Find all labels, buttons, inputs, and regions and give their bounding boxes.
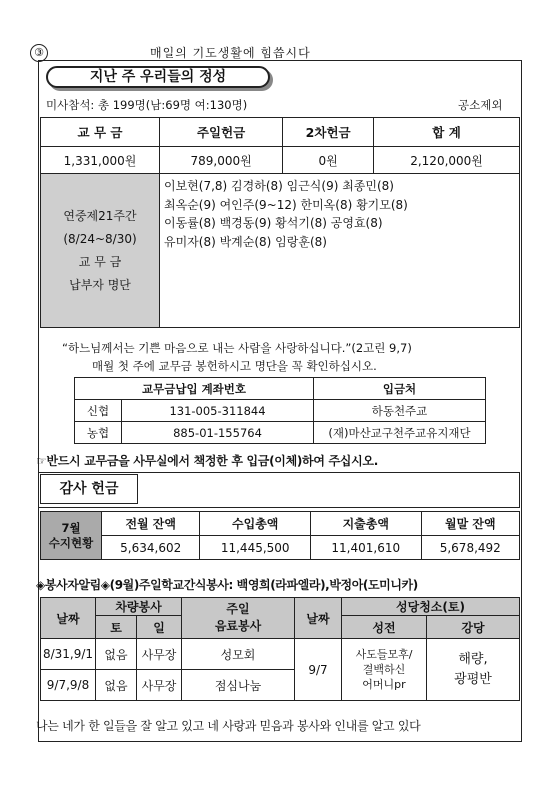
account-bank: 농협 [75, 422, 122, 444]
volunteer-title: ◈봉사자알림◈(9월)주일학교간식봉사: 백영희(라파엘라),박정아(도미니카) [36, 578, 418, 592]
tithe-reminder: 매월 첫 주에 교무금 봉헌하시고 명단을 꼭 확인하십시오. [92, 359, 377, 373]
cleaning-hall-line: 광평반 [454, 671, 492, 687]
finance-label [41, 512, 102, 560]
volunteer-date: 9/7,9/8 [41, 670, 96, 701]
donor-line: 이동률(8) 백경동(9) 황석기(8) 공영효(8) [164, 216, 383, 230]
account-recipient: 하동천주교 [314, 400, 486, 422]
amount-total: 2,120,000원 [374, 147, 520, 174]
finance-prev: 5,634,602 [102, 536, 200, 560]
cleaning-date: 9/7 [295, 639, 342, 701]
cleaning-sanctuary-line: 어머니pr [362, 678, 406, 691]
volunteer-table [40, 597, 520, 701]
donor-label-line: (8/24~8/30) [63, 231, 137, 246]
amount-second: 0원 [283, 147, 374, 174]
bible-quote: “하느님께서는 기쁜 마음으로 내는 사람을 사랑하십니다.”(2고린 9,7) [62, 341, 412, 355]
amount-tithe: 1,331,000원 [41, 147, 160, 174]
donor-label-line: 납부자 명단 [69, 277, 131, 292]
finance-header-income: 수입총액 [200, 512, 311, 536]
offering-header-row [41, 118, 520, 147]
donor-line: 이보현(7,8) 김경하(8) 임근식(9) 최종민(8) [164, 179, 394, 193]
finance-table [40, 511, 520, 560]
header-date-2: 날짜 [295, 598, 342, 639]
volunteer-drink: 점심나눔 [182, 670, 295, 701]
finance-end: 5,678,492 [421, 536, 519, 560]
cleaning-sanctuary-line: 사도들모후/ [355, 648, 413, 661]
header-vehicle: 차량봉사 [96, 598, 182, 616]
header-date: 날짜 [41, 598, 96, 639]
header-cleaning: 성당청소(토) [342, 598, 520, 616]
cleaning-sanctuary [342, 639, 427, 701]
account-table [74, 377, 486, 444]
account-header-recipient: 입금처 [314, 378, 486, 400]
account-row [75, 400, 486, 422]
footer-quote: 나는 네가 한 일들을 잘 알고 있고 네 사랑과 믿음과 봉사와 인내를 알고 있다 [36, 719, 421, 733]
account-bank: 신협 [75, 400, 122, 422]
header-hall: 강당 [427, 616, 520, 639]
page-number: ③ [30, 44, 48, 62]
header-drink-line: 음료봉사 [214, 619, 262, 633]
account-header-row [75, 378, 486, 400]
col-header-tithe: 교 무 금 [41, 118, 160, 147]
amount-sunday: 789,000원 [160, 147, 283, 174]
account-recipient: (재)마산교구천주교유지재단 [314, 422, 486, 444]
cleaning-hall-line: 해량, [458, 651, 488, 667]
volunteer-saturday: 없음 [96, 670, 137, 701]
header-sanctuary: 성전 [342, 616, 427, 639]
account-number: 885-01-155764 [122, 422, 314, 444]
donor-line: 최옥순(9) 여인주(9~12) 한미옥(8) 황기모(8) [164, 197, 408, 212]
finance-label-status: 수지현황 [48, 535, 94, 550]
volunteer-drink: 성모회 [182, 639, 295, 670]
finance-header-row [41, 512, 520, 536]
header-sunday: 일 [137, 616, 182, 639]
volunteer-saturday: 없음 [96, 639, 137, 670]
offering-amount-row [41, 147, 520, 174]
account-row [75, 422, 486, 444]
offering-table [40, 117, 520, 328]
donor-names [160, 174, 520, 328]
cleaning-hall [427, 639, 520, 701]
col-header-second: 2차헌금 [283, 118, 374, 147]
thanks-offering-title: 감사 헌금 [40, 474, 138, 504]
donor-row [41, 174, 520, 328]
volunteer-sunday: 사무장 [137, 639, 182, 670]
donor-line: 유미자(8) 박계순(8) 임랑훈(8) [164, 234, 327, 249]
volunteer-header-row-1 [41, 598, 520, 616]
finance-value-row [41, 536, 520, 560]
attendance-note: 공소제외 [458, 98, 503, 112]
finance-header-prev: 전월 잔액 [102, 512, 200, 536]
col-header-sunday: 주일헌금 [160, 118, 283, 147]
donor-label-line: 교 무 금 [78, 254, 122, 269]
col-header-total: 합 계 [374, 118, 520, 147]
donor-label [41, 174, 160, 328]
finance-header-end: 월말 잔액 [421, 512, 519, 536]
account-header-number: 교무금납입 계좌번호 [75, 378, 314, 400]
header-saturday: 토 [96, 616, 137, 639]
attendance-summary: 미사참석: 총 199명(남:69명 여:130명) [46, 98, 248, 112]
volunteer-row [41, 639, 520, 670]
finance-header-expense: 지출총액 [310, 512, 421, 536]
cleaning-sanctuary-line: 결백하신 [362, 663, 406, 676]
volunteer-date: 8/31,9/1 [41, 639, 96, 670]
donor-label-line: 연중제21주간 [63, 208, 137, 223]
payment-notice: ☞반드시 교무금을 사무실에서 책정한 후 입금(이체)하여 주십시오. [36, 454, 378, 468]
volunteer-sunday: 사무장 [137, 670, 182, 701]
header-drink-line: 주일 [226, 602, 250, 616]
finance-expense: 11,401,610 [310, 536, 421, 560]
finance-label-month: 7월 [61, 520, 81, 535]
account-number: 131-005-311844 [122, 400, 314, 422]
offering-section-title: 지난 주 우리들의 정성 [46, 66, 270, 88]
page-motto: 매일의 기도생활에 힘씁시다 [150, 46, 311, 60]
finance-income: 11,445,500 [200, 536, 311, 560]
header-drink [182, 598, 295, 639]
